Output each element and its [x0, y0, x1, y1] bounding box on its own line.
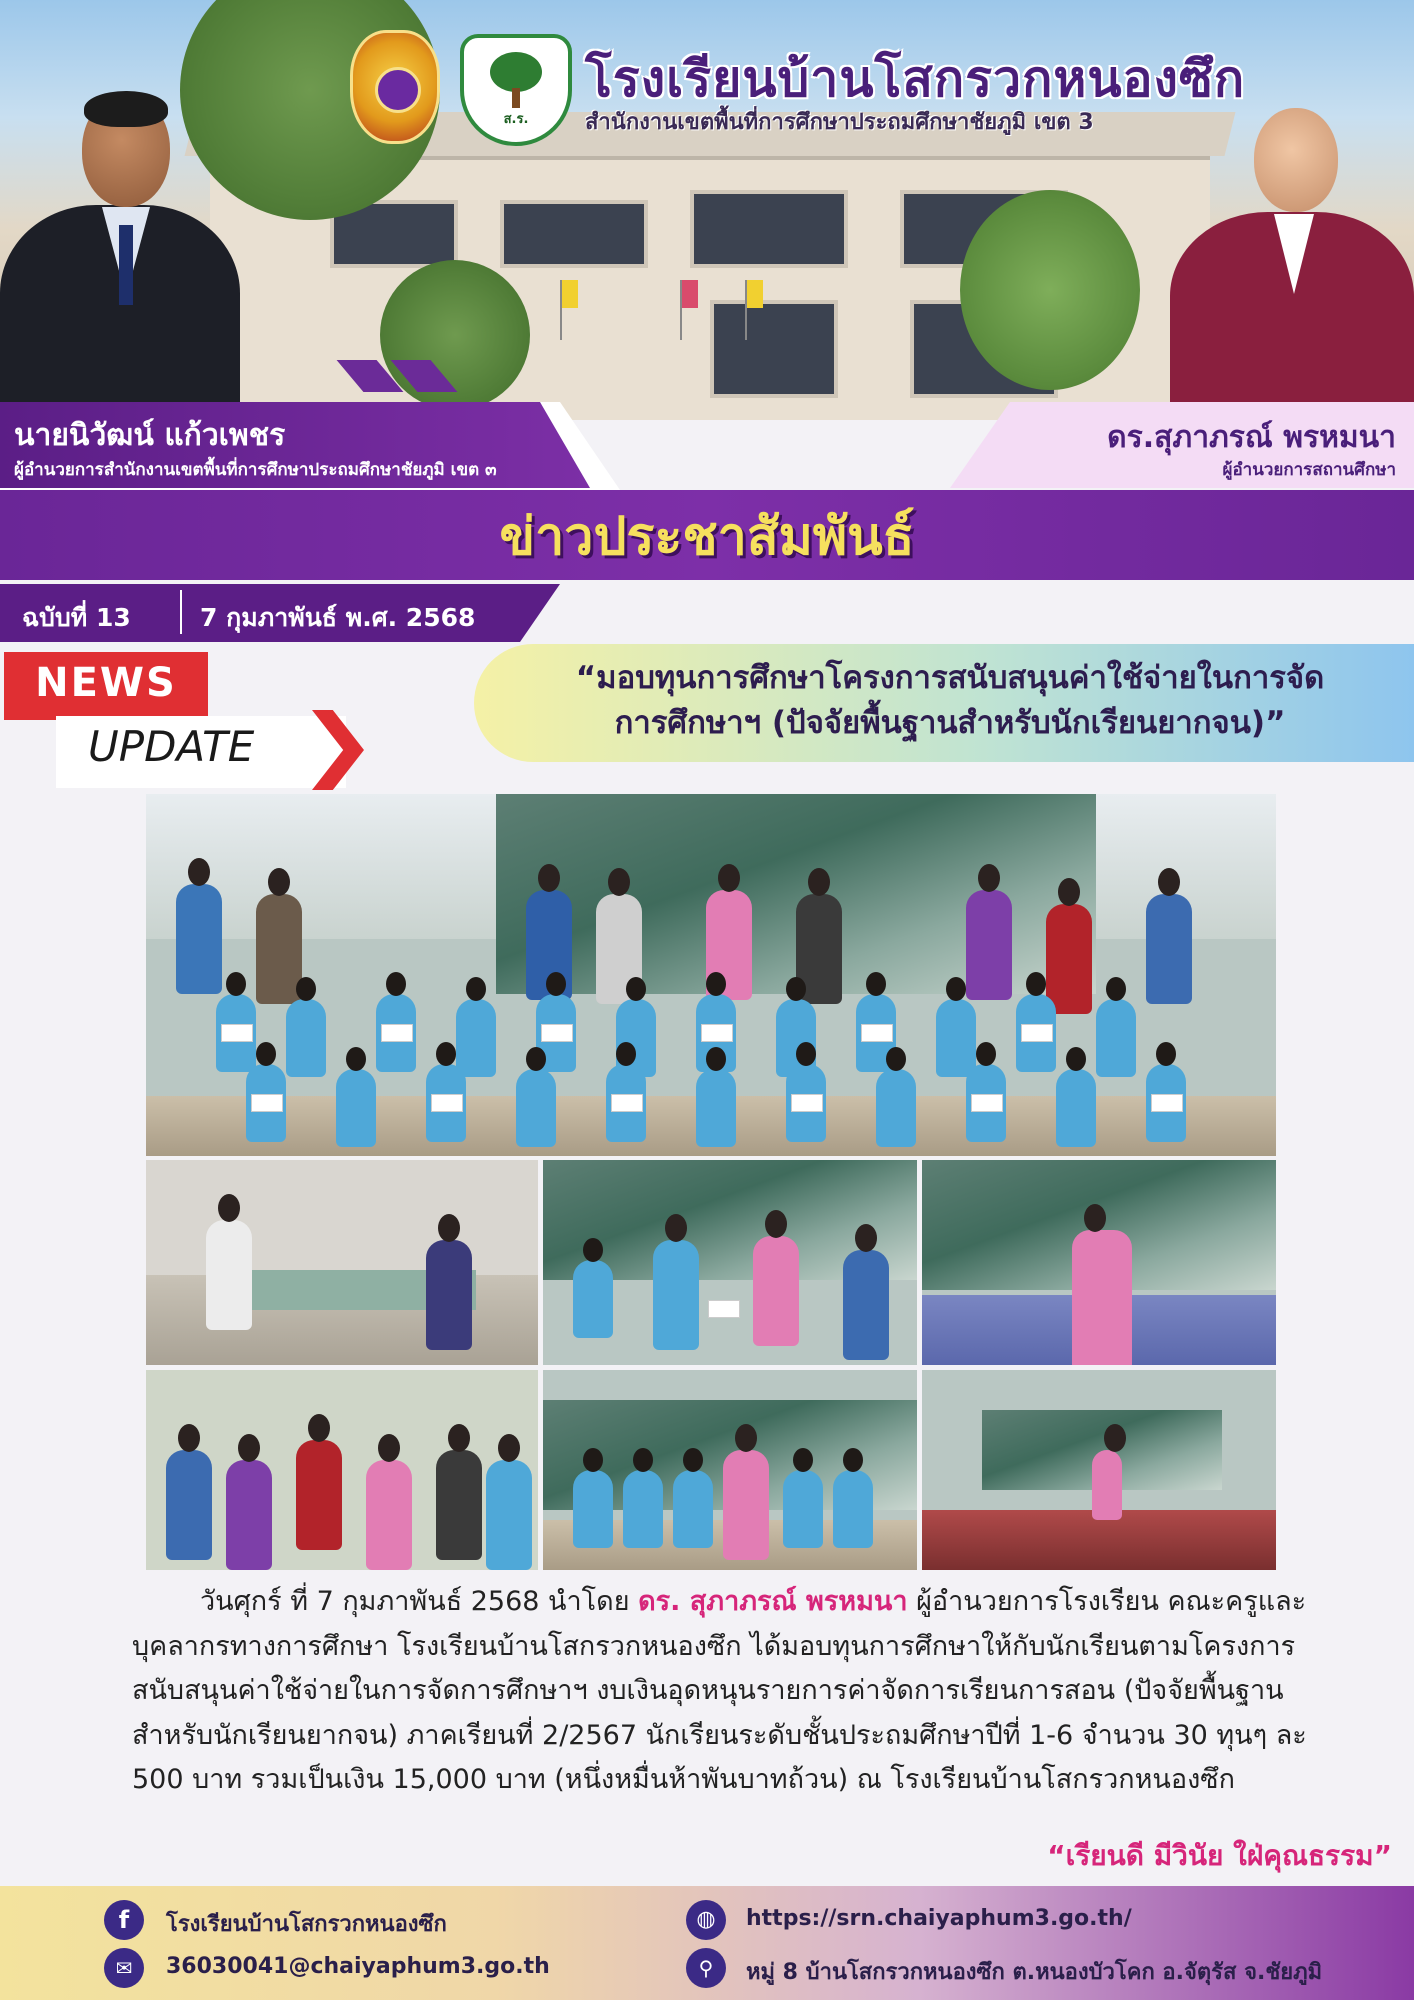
photo-meeting-hall: [922, 1370, 1276, 1570]
article-body: [132, 1580, 1322, 1803]
footer: [0, 1886, 1414, 2000]
group-photo-main: [146, 794, 1276, 1156]
right-person-name: ดร.สุภาภรณ์ พรหมนา: [1107, 420, 1396, 455]
photo-parents: [146, 1370, 538, 1570]
headline: [500, 656, 1400, 746]
headline-line-1: “มอบทุนการศึกษาโครงการสนับสนุนค่าใช้จ่ายในการจัด: [575, 660, 1325, 696]
headline-line-2: การศึกษาฯ (ปัจจัยพื้นฐานสำหรับนักเรียนยากจน)”: [614, 705, 1286, 741]
photo-handover: [543, 1160, 917, 1365]
left-person-name: นายนิวัฒน์ แก้วเพชร: [14, 418, 286, 453]
school-name: โรงเรียนบ้านโสกรวกหนองซึก: [585, 50, 1246, 108]
obec-emblem-logo: [350, 30, 440, 144]
pr-title: ข่าวประชาสัมพันธ์: [499, 507, 915, 567]
issue-number: ฉบับที่ 13: [22, 603, 131, 632]
school-logo: ส.ร.: [460, 34, 572, 146]
email-link[interactable]: 36030041@chaiyaphum3.go.th: [166, 1954, 550, 1979]
header-banner: [0, 0, 1414, 420]
website-link[interactable]: https://srn.chaiyaphum3.go.th/: [746, 1906, 1132, 1931]
location-icon: ⚲: [686, 1948, 726, 1988]
body-highlight-name: ดร. สุภาภรณ์ พรหมนา: [638, 1586, 908, 1617]
news-label: NEWS: [35, 660, 177, 706]
director-right-photo: [1170, 108, 1414, 420]
photo-group-small: [543, 1370, 917, 1570]
photo-registration: [146, 1160, 538, 1365]
left-person-title: ผู้อำนวยการสำนักงานเขตพื้นที่การศึกษาประถมศึกษาชัยภูมิ เขต ๓: [14, 460, 497, 480]
update-label: UPDATE: [88, 722, 255, 771]
right-person-title: ผู้อำนวยการสถานศึกษา: [1222, 460, 1396, 480]
office-name: สำนักงานเขตพื้นที่การศึกษาประถมศึกษาชัยภูมิ เขต 3: [585, 110, 1094, 135]
director-left-photo: [0, 95, 240, 420]
globe-icon: ◍: [686, 1900, 726, 1940]
facebook-page-link[interactable]: โรงเรียนบ้านโสกรวกหนองซึก: [166, 1912, 447, 1937]
body-intro: วันศุกร์ ที่ 7 กุมภาพันธ์ 2568 นำโดย: [200, 1586, 639, 1617]
body-rest: ผู้อำนวยการโรงเรียน คณะครูและบุคลากรทางการศึกษา โรงเรียนบ้านโสกรวกหนองซึก ได้มอบทุนการศึกษาให้กับนักเรียนตามโครงการสนับสนุนค่าใช้จ่ายในการจัดการศึกษาฯ งบเงินอุดหนุนรายการค่าจัดการเรียนการสอน (ปัจจัยพื้นฐานสำหรับนักเรียนยากจน) ภาคเรียนที่ 2/2567 นักเรียนระดับชั้นประถมศึกษาปีที่ 1-6 จำนวน 30 ทุนๆ ละ 500 บาท รวมเป็นเงิน 15,000 บาท (หนึ่งหมื่นห้าพันบาทถ้วน) ณ โรงเรียนบ้านโสกรวกหนองซึก: [132, 1586, 1307, 1795]
email-icon: ✉: [104, 1948, 144, 1988]
address-text: หมู่ 8 บ้านโสกรวกหนองซึก ต.หนองบัวโคก อ.จัตุรัส จ.ชัยภูมิ: [746, 1960, 1323, 1985]
issue-separator: [180, 590, 182, 634]
issue-date: 7 กุมภาพันธ์ พ.ศ. 2568: [200, 603, 476, 632]
photo-speech: [922, 1160, 1276, 1365]
school-motto: “เรียนดี มีวินัย ใฝ่คุณธรรม”: [1047, 1839, 1392, 1872]
facebook-icon: f: [104, 1900, 144, 1940]
